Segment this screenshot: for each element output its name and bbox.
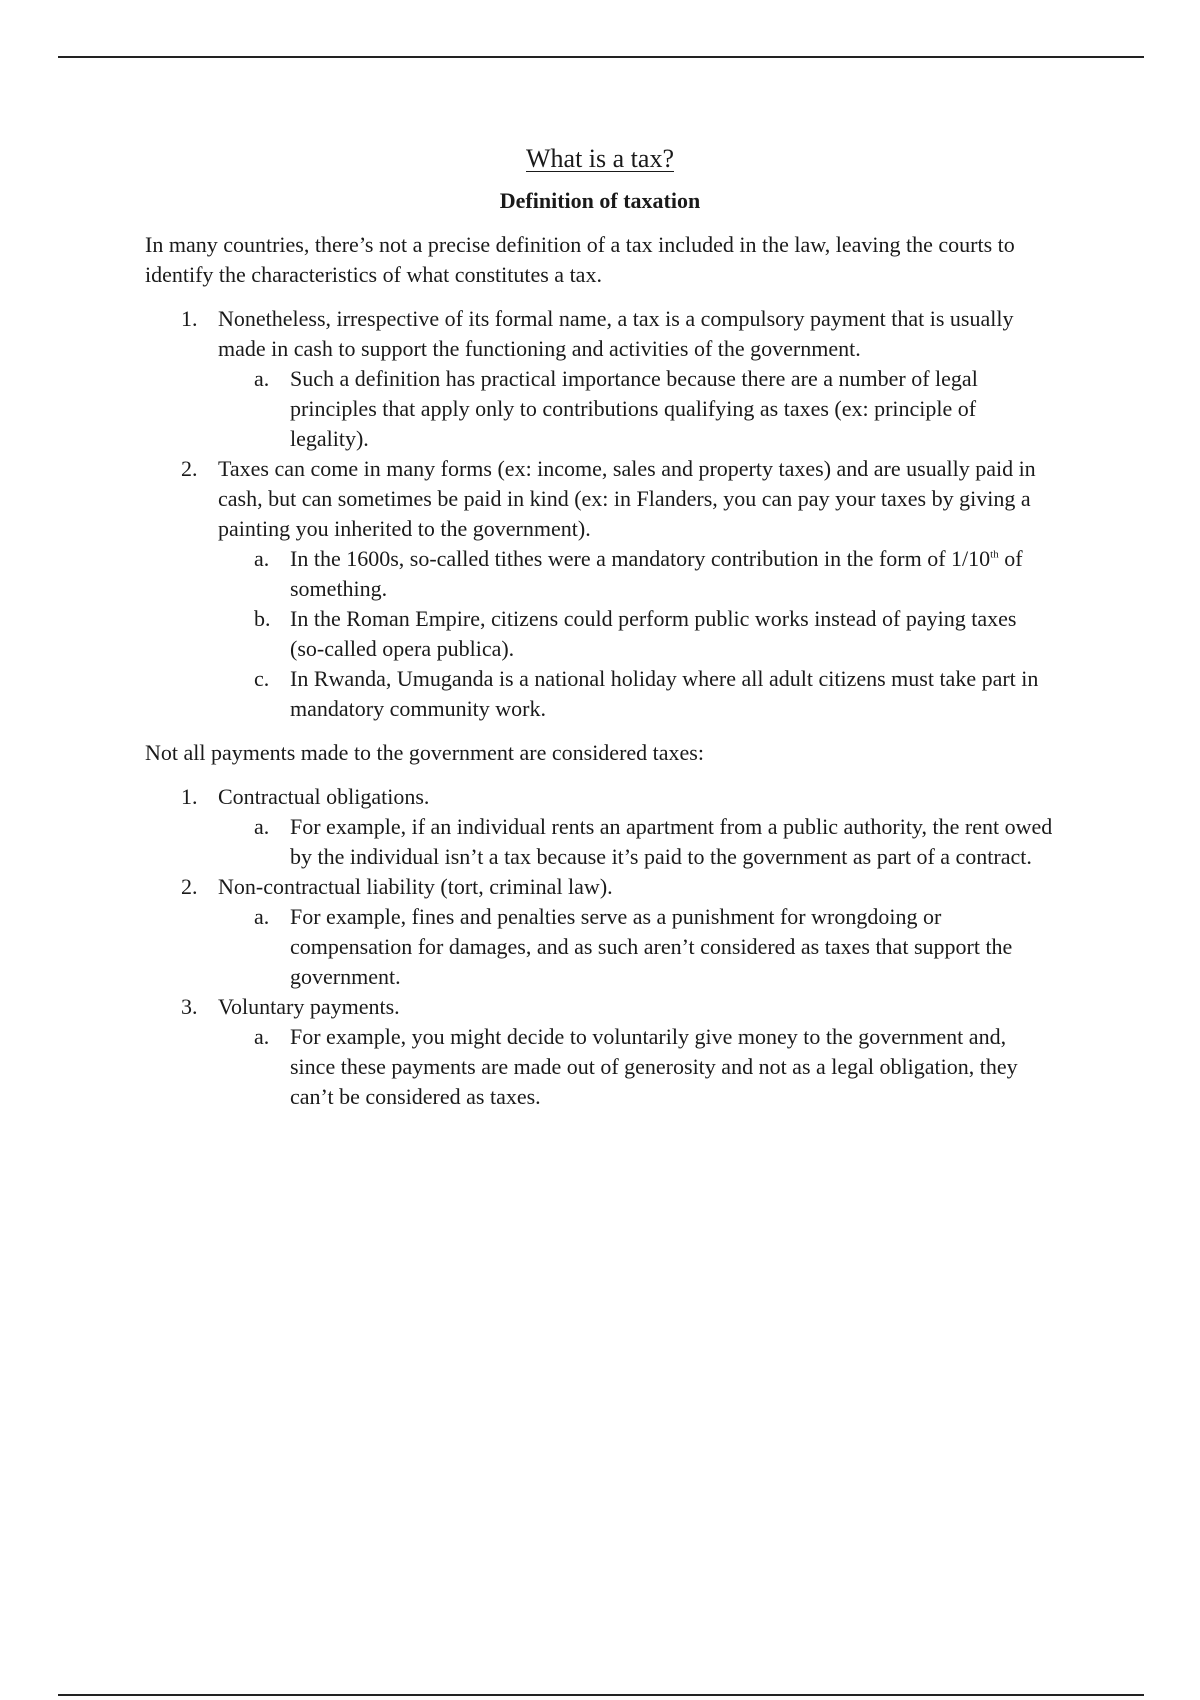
sub-list-item: [218, 812, 1055, 872]
sub-list-item-text: In Rwanda, Umuganda is a national holiday where all adult citizens must take part in mandatory community work.: [290, 666, 1039, 721]
list-marker: 3.: [181, 994, 198, 1019]
sub-list-item-text: For example, you might decide to voluntarily give money to the government and, since these payments are made out of generosity and not as a legal obligation, they can’t be considered as taxes.: [290, 1024, 1018, 1109]
sub-list-item-text: Such a definition has practical importance because there are a number of legal principles that apply only to contributions qualifying as taxes (ex: principle of legality).: [290, 366, 978, 451]
list-marker: 1.: [181, 784, 198, 809]
sub-list-item: [218, 364, 1055, 454]
list-item-text: Contractual obligations.: [218, 784, 430, 809]
list-item-text: Nonetheless, irrespective of its formal name, a tax is a compulsory payment that is usually made in cash to support the functioning and activities of the government.: [218, 306, 1014, 361]
list-item: [145, 782, 1055, 872]
non-tax-payments-list: [145, 782, 1055, 1112]
sub-list-item-text: For example, fines and penalties serve as a punishment for wrongdoing or compensation for damages, and as such aren’t considered as taxes that support the government.: [290, 904, 1013, 989]
sub-list-marker: a.: [254, 814, 270, 839]
sub-list-item: [218, 664, 1055, 724]
list-item: [145, 304, 1055, 454]
top-rule: [58, 56, 1144, 58]
sub-list: [218, 812, 1055, 872]
document-body: [145, 142, 1055, 1126]
sub-list: [218, 902, 1055, 992]
sub-list-marker: a.: [254, 1024, 270, 1049]
sub-list-marker: b.: [254, 606, 271, 631]
sub-list-item: [218, 544, 1055, 604]
sub-list-marker: a.: [254, 904, 270, 929]
tithes-text-start: In the 1600s, so-called tithes were a mandatory contribution in the form of 1/10: [290, 546, 991, 571]
sub-list-marker: c.: [254, 666, 270, 691]
bottom-rule: [58, 1694, 1144, 1696]
sub-list-marker: a.: [254, 366, 270, 391]
tithes-text-end: of something.: [290, 546, 1023, 601]
section-heading: Definition of taxation: [499, 188, 701, 213]
sub-list-item: [218, 902, 1055, 992]
sub-list: [218, 544, 1055, 724]
list-item: [145, 872, 1055, 992]
non-tax-payments-intro: Not all payments made to the government are considered taxes:: [145, 740, 704, 765]
ordinal-suffix: th: [990, 548, 999, 561]
list-marker: 2.: [181, 456, 198, 481]
sub-list-item: [218, 604, 1055, 664]
sub-list-item-text: [290, 544, 1055, 604]
list-marker: 2.: [181, 874, 198, 899]
list-item-text: Non-contractual liability (tort, criminal law).: [218, 874, 613, 899]
list-item: [145, 454, 1055, 724]
list-item-text: Taxes can come in many forms (ex: income, sales and property taxes) and are usually paid in cash, but can sometimes be paid in kind (ex: in Flanders, you can pay your taxes by giving a painting you inherited to the government).: [218, 456, 1036, 541]
sub-list: [218, 364, 1055, 454]
list-item-text: Voluntary payments.: [218, 994, 400, 1019]
document-title: What is a tax?: [526, 144, 674, 173]
list-item: [145, 992, 1055, 1112]
list-marker: 1.: [181, 306, 198, 331]
intro-paragraph: In many countries, there’s not a precise definition of a tax included in the law, leaving the courts to identify the characteristics of what constitutes a tax.: [145, 232, 1015, 287]
sub-list-item-text: In the Roman Empire, citizens could perform public works instead of paying taxes (so-called opera publica).: [290, 606, 1017, 661]
sub-list-item: [218, 1022, 1055, 1112]
sub-list: [218, 1022, 1055, 1112]
sub-list-item-text: For example, if an individual rents an apartment from a public authority, the rent owed by the individual isn’t a tax because it’s paid to the government as part of a contract.: [290, 814, 1053, 869]
taxation-characteristics-list: [145, 304, 1055, 724]
sub-list-marker: a.: [254, 546, 270, 571]
